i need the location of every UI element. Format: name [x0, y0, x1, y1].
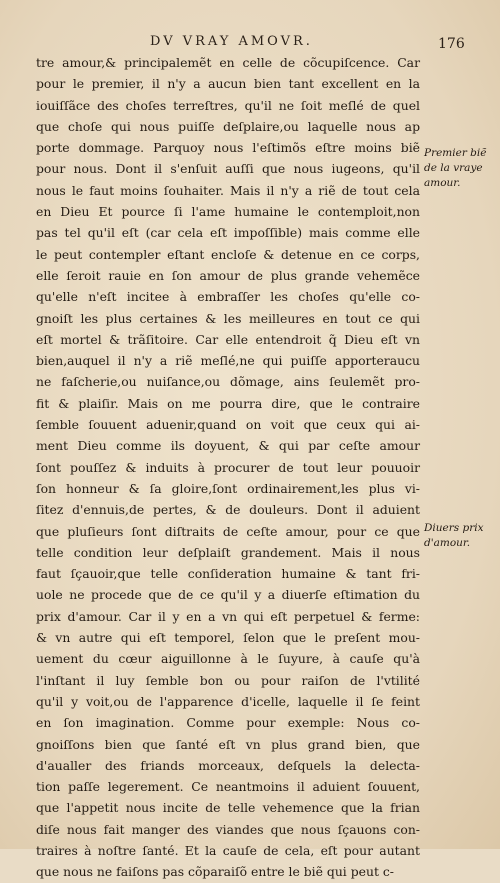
margin-note-premier-bien: [424, 146, 486, 191]
margin-note-line: amour.: [424, 177, 461, 189]
text-line: ſon honneur & ſa gloire,ſont ordinairement,les plus vi-: [36, 480, 420, 496]
text-line: telle condition leur deſplaiſt grandement. Mais il nous: [36, 544, 420, 560]
text-line: d'aualler des friands morceaux, deſquels la delecta-: [36, 757, 420, 773]
text-line: elle ſeroit rauie en ſon amour de plus grande vehemẽce: [36, 267, 420, 283]
text-line: que pluſieurs ſont diſtraits de ceſte amour, pour ce que: [36, 523, 420, 539]
text-line: ment Dieu comme ils doyuent, & qui par ceſte amour: [36, 438, 420, 454]
text-line: le peut contempler eſtant encloſe & detenue en ce corps,: [36, 246, 420, 262]
margin-note-line: d'amour.: [424, 537, 471, 549]
text-line: iouiſſãce des choſes terreſtres, qu'il ne ſoit meſlé de quel: [36, 97, 420, 113]
text-line: pour nous. Dont il s'enſuit auſſi que nous iugeons, qu'il: [36, 161, 420, 177]
text-line: que choſe qui nous puiſſe deſplaire,ou laquelle nous ap: [36, 118, 420, 134]
page-number: 176: [438, 36, 465, 52]
text-line: bien,auquel il n'y a riẽ meſlé,ne qui puiſſe apporteraucu: [36, 353, 420, 369]
text-line: qu'elle n'eſt incitee à embraſſer les choſes qu'elle co-: [36, 289, 420, 305]
text-line: uole ne procede que de ce qu'il y a diuerſe eſtimation du: [36, 587, 420, 603]
text-line: pour le premier, il n'y a aucun bien tant excellent en la: [36, 76, 420, 92]
text-line: fit & plaiſir. Mais on me pourra dire, que le contraire: [36, 395, 420, 411]
text-line: faut ſçauoir,que telle conſideration humaine & tant fri-: [36, 566, 420, 582]
text-line: prix d'amour. Car il y en a vn qui eſt perpetuel & ferme:: [36, 608, 420, 624]
text-line: que nous ne faiſons pas cõparaiſõ entre le biẽ qui peut c-: [36, 864, 394, 880]
text-line: en ſon imagination. Comme pour exemple: Nous co-: [36, 715, 420, 731]
margin-note-diuers-prix: [424, 521, 484, 551]
text-line: nous le faut moins ſouhaiter. Mais il n'y a riẽ de tout cela: [36, 182, 420, 198]
text-line: tion paſſe legerement. Ce neantmoins il aduient ſouuent,: [36, 779, 420, 795]
text-line: en Dieu Et pource ſi l'ame humaine le contemploit,non: [36, 204, 420, 220]
text-line: ſemble ſouuent aduenir,quand on voit que ceux qui ai-: [36, 417, 420, 433]
text-line: qu'il y voit,ou de l'apparence d'icelle, laquelle il ſe feint: [36, 693, 420, 709]
running-title: DV VRAY AMOVR.: [150, 34, 313, 49]
text-line: eſt mortel & trãſitoire. Car elle entendroit q̃ Dieu eſt vn: [36, 331, 420, 347]
body-text: [36, 52, 420, 883]
margin-note-line: Diuers prix: [424, 522, 484, 534]
text-line: uement du cœur aiguillonne à le ſuyure, à cauſe qu'à: [36, 651, 420, 667]
text-line: diſe nous fait manger des viandes que nous ſçauons con-: [36, 821, 420, 837]
text-line: pas tel qu'il eſt (car cela eſt impoſſible) mais comme elle: [36, 225, 420, 241]
text-line: ſont pouſſez & induits à procurer de tout leur pouuoir: [36, 459, 420, 475]
text-line: ſitez d'ennuis,de pertes, & de douleurs. Dont il aduient: [36, 502, 420, 518]
text-line: l'inſtant il luy ſemble bon ou pour raiſon de l'vtilité: [36, 672, 420, 688]
text-line: porte dommage. Parquoy nous l'eſtimõs eſtre moins biẽ: [36, 140, 420, 156]
margin-note-line: de la vraye: [424, 162, 483, 174]
text-line: que l'appetit nous incite de telle vehemence que la frian: [36, 800, 420, 816]
text-line: gnoiſſons bien que ſanté eſt vn plus grand bien, que: [36, 736, 420, 752]
text-line: gnoiſt les plus certaines & les meilleures en tout ce qui: [36, 310, 420, 326]
margin-note-line: Premier biẽ: [424, 147, 487, 159]
text-line: ne faſcherie,ou nuiſance,ou dõmage, ains ſeulemẽt pro-: [36, 374, 420, 390]
text-line: tre amour,& principalemẽt en celle de cõcupiſcence. Car: [36, 55, 420, 70]
text-line: traires à noſtre ſanté. Et la cauſe de cela, eſt pour autant: [36, 842, 420, 858]
text-line: & vn autre qui eſt temporel, ſelon que le preſent mou-: [36, 630, 420, 646]
